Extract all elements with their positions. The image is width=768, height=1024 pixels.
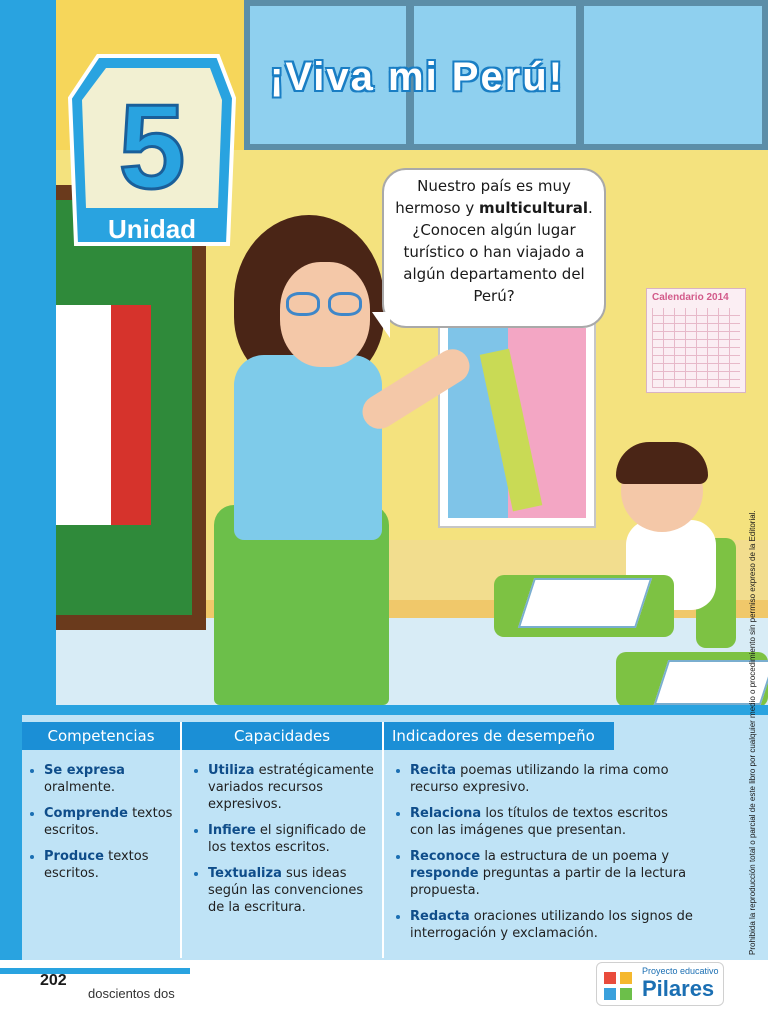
speech-bubble-text	[390, 175, 598, 307]
item-text: el significado de los textos escritos.	[208, 823, 367, 855]
unit-number: 5	[118, 80, 186, 214]
item-keyword: Recita	[410, 763, 456, 778]
copyright-note	[738, 510, 757, 960]
bubble-text-segment: hermoso y	[395, 199, 480, 217]
logo-title: Pilares	[642, 976, 715, 1001]
item-text: la estructura de un poema y	[480, 849, 670, 864]
bubble-line	[390, 197, 598, 219]
peru-flag-stripe	[111, 305, 151, 525]
item-keyword: Comprende	[44, 806, 128, 821]
item-text: preguntas a partir de la lectura propuesta.	[410, 866, 687, 898]
calendar-grid	[652, 308, 740, 388]
column-header-competencias: Competencias	[22, 722, 180, 750]
bubble-line: turístico o han viajado a	[403, 243, 585, 261]
unit-label: Unidad	[107, 214, 197, 244]
item-keyword: Infiere	[208, 823, 256, 838]
list-item	[44, 805, 176, 839]
item-keyword: Se expresa	[44, 763, 125, 778]
item-keyword: Relaciona	[410, 806, 482, 821]
column-divider	[382, 722, 384, 958]
glasses-icon	[328, 292, 362, 316]
list-item	[410, 805, 694, 839]
open-book-icon	[518, 578, 652, 628]
bubble-line: Nuestro país es muy	[417, 177, 571, 195]
page-number: 202	[40, 972, 67, 989]
item-keyword: Textualiza	[208, 866, 282, 881]
bubble-line: ¿Conocen algún lugar	[412, 221, 576, 239]
pilares-logo-icon	[602, 970, 634, 1002]
capacidades-list	[192, 762, 378, 925]
item-keyword: responde	[410, 866, 479, 881]
teacher-blouse	[234, 355, 382, 540]
glasses-icon	[286, 292, 320, 316]
list-item	[44, 762, 176, 796]
logo-subtitle: Proyecto educativo	[642, 966, 719, 976]
item-keyword: Produce	[44, 849, 104, 864]
student-hair	[616, 442, 708, 484]
list-item	[44, 848, 176, 882]
bubble-bold-word: multicultural	[479, 199, 589, 217]
item-text: poemas utilizando la rima como recurso expresivo.	[410, 763, 669, 795]
page-number-words: doscientos dos	[88, 986, 175, 1001]
column-header-capacidades: Capacidades	[182, 722, 382, 750]
footer-strip	[0, 968, 190, 974]
indicadores-list	[394, 762, 694, 951]
window-frame-bar	[576, 0, 584, 150]
page-title: ¡Viva mi Perú!	[270, 55, 565, 99]
list-item	[410, 762, 694, 796]
item-text: textos escritos.	[44, 849, 149, 881]
column-divider	[180, 722, 182, 958]
list-item	[208, 762, 378, 813]
copyright-text: Prohibida la reproducción total o parcial de este libro por cualquier medio o procedimiento sin permiso expreso de la Editorial.	[748, 510, 757, 955]
item-keyword: Redacta	[410, 909, 470, 924]
competencias-list	[28, 762, 176, 891]
item-text: los títulos de textos escritos con las imágenes que presentan.	[410, 806, 668, 838]
list-item	[410, 908, 694, 942]
bubble-text-segment: .	[588, 199, 593, 217]
unit-badge	[68, 48, 236, 248]
speech-bubble-tail	[372, 312, 390, 338]
item-text: oralmente.	[44, 780, 116, 795]
list-item	[410, 848, 694, 899]
list-item	[208, 822, 378, 856]
item-text: sus ideas según las convenciones de la escritura.	[208, 866, 364, 915]
bubble-line: algún departamento del	[403, 265, 585, 283]
item-keyword: Utiliza	[208, 763, 255, 778]
calendar-title: Calendario 2014	[652, 292, 729, 303]
column-header-indicadores: Indicadores de desempeño	[384, 722, 614, 750]
bubble-line: Perú?	[473, 287, 515, 305]
item-text: oraciones utilizando los signos de interrogación y exclamación.	[410, 909, 693, 941]
item-text: estratégicamente variados recursos expresivos.	[208, 763, 374, 812]
list-item	[208, 865, 378, 916]
item-text: textos escritos.	[44, 806, 173, 838]
item-keyword: Reconoce	[410, 849, 481, 864]
